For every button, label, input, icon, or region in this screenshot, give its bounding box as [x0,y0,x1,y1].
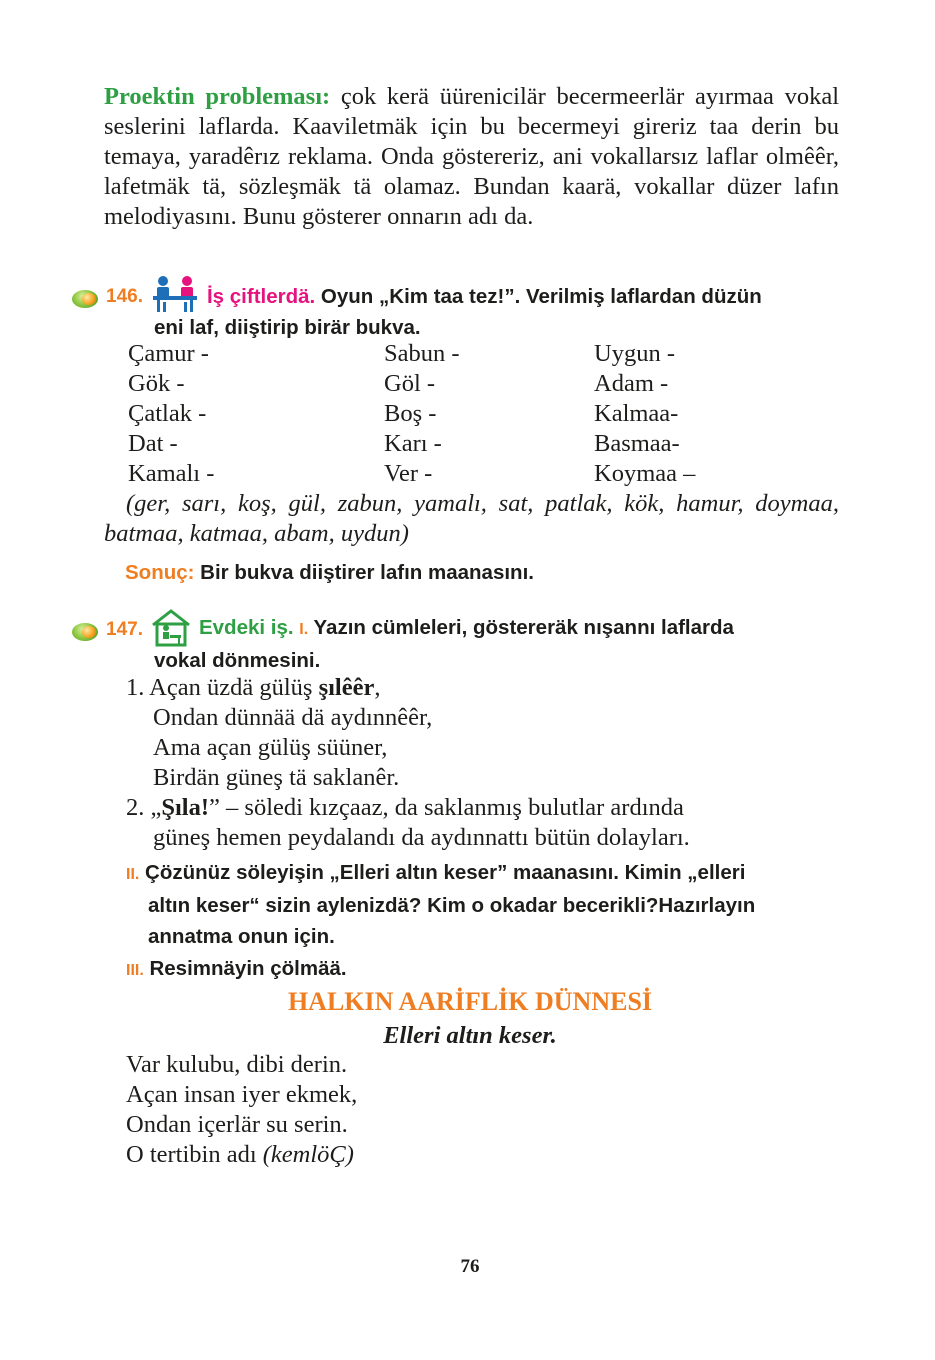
word-item: Boş - [384,400,437,427]
project-problem-paragraph [104,82,839,232]
riddle [126,1050,357,1170]
task-number: 147. [106,619,143,640]
word-item: Karı - [384,430,442,457]
task-type-label: Evdeki iş. [198,616,294,639]
poem-line: Birdän güneş tä saklanêr. [153,764,400,791]
task-146 [72,272,852,343]
word-item: Kamalı - [128,460,215,487]
task-text-line1: Oyun „Kim taa tez!”. Verilmiş laflardan düzün [315,285,762,308]
riddle-line: Ondan içerlär su serin. [126,1111,348,1138]
poem-1 [126,673,432,793]
word-column-2 [384,339,460,489]
part-text: annatma onun için. [148,925,335,948]
riddle-line [126,1140,357,1170]
part-text: Resimnäyin çölmää. [143,957,347,980]
task-147 [72,605,852,676]
conclusion [125,561,534,585]
project-problem-label: Proektin probleması: [104,83,331,110]
section-subheading: Elleri altın keser. [383,1022,557,1049]
part-number: III. [126,962,144,979]
word-column-1 [128,339,214,489]
word-item: Adam - [594,370,669,397]
riddle-line: Var kulubu, dibi derin. [126,1051,348,1078]
task-number: 146. [106,286,143,307]
part-2 [126,857,841,952]
part-number: II. [126,866,140,883]
section-heading: HALKIN AARİFLİK DÜNNESİ [287,987,653,1016]
word-item: Uygun - [594,340,675,367]
conclusion-label: Sonuç: [125,561,195,584]
word-item: Sabun - [384,340,460,367]
word-item: Kalmaa- [594,400,679,427]
sentence-line [126,793,839,823]
word-item: Dat - [128,430,178,457]
sentence-text: ” – söledi kızçaaz, da saklanmış bulutlar ardında [209,794,684,821]
bullet-icon [72,623,98,641]
word-column-3 [594,339,695,489]
word-hint: (ger, sarı, koş, gül, zabun, yamalı, sat, patlak, kök, hamur, doymaa, batmaa, katmaa, abam, uydun) [104,490,839,547]
poem-text: , [374,674,381,701]
highlighted-word: şılêêr [318,674,375,701]
page-number: 76 [460,1256,480,1277]
task-text-line2: vokal dönmesini. [154,649,321,672]
homework-icon [149,607,193,647]
part-text: Çözünüz söleyişin „Elleri altın keser” maanasını. Kimin „elleri [139,861,746,884]
sentence-line: güneş hemen peydalandı da aydınnattı bütün dolayları. [153,824,690,851]
poem-line: Ondan dünnää dä aydınnêêr, [153,704,433,731]
word-item: Ver - [384,460,433,487]
word-item: Basmaa- [594,430,680,457]
poem-line: Ama açan gülüş süüner, [153,734,388,761]
word-item: Çatlak - [128,400,207,427]
task-type-label: İş çiftlerdä. [206,285,316,308]
part-text: altın keser“ sizin aylenizdä? Kim o okadar becerikli?Hazırlayın [148,894,756,917]
word-item: Koymaa – [594,460,696,487]
task-text-line1: Yazın cümleleri, göstereräk nışannı laflarda [308,616,734,639]
project-problem-text: çok kerä üürenicilär becermeerlär ayırmaa vokal seslerini laflarda. Kaaviletmäk için bu becermeyi gireriz taa derin bu temaya, yaradêrız reklama. Onda göstereriz, ani vokallarsız laflar olmêêr, lafetmäk tä, sözleşmäk tä olamaz. Bundan kaarä, vokallar düzer lafın melodiyasını. Bunu gösterer onnarın adı da. [104,83,839,230]
part-3 [126,953,841,986]
riddle-answer: (kemlöÇ) [262,1141,354,1168]
poem-text: 1. Açan üzdä gülüş [126,674,319,701]
pair-work-icon [149,274,201,314]
word-item: Gök - [128,370,185,397]
riddle-text: O tertibin adı [126,1141,263,1168]
highlighted-word: Şıla! [161,794,210,821]
task-text-line2: eni laf, diiştirip birär bukva. [154,316,421,339]
bullet-icon [72,290,98,308]
conclusion-text: Bir bukva diiştirer lafın maanasını. [194,561,534,584]
sentence-prefix: 2. „ [126,794,162,821]
word-item: Çamur - [128,340,209,367]
part-number: I. [299,621,309,638]
sentence-2 [126,793,839,853]
riddle-line: Açan insan iyer ekmek, [126,1081,358,1108]
poem-line [126,673,432,703]
word-item: Göl - [384,370,436,397]
